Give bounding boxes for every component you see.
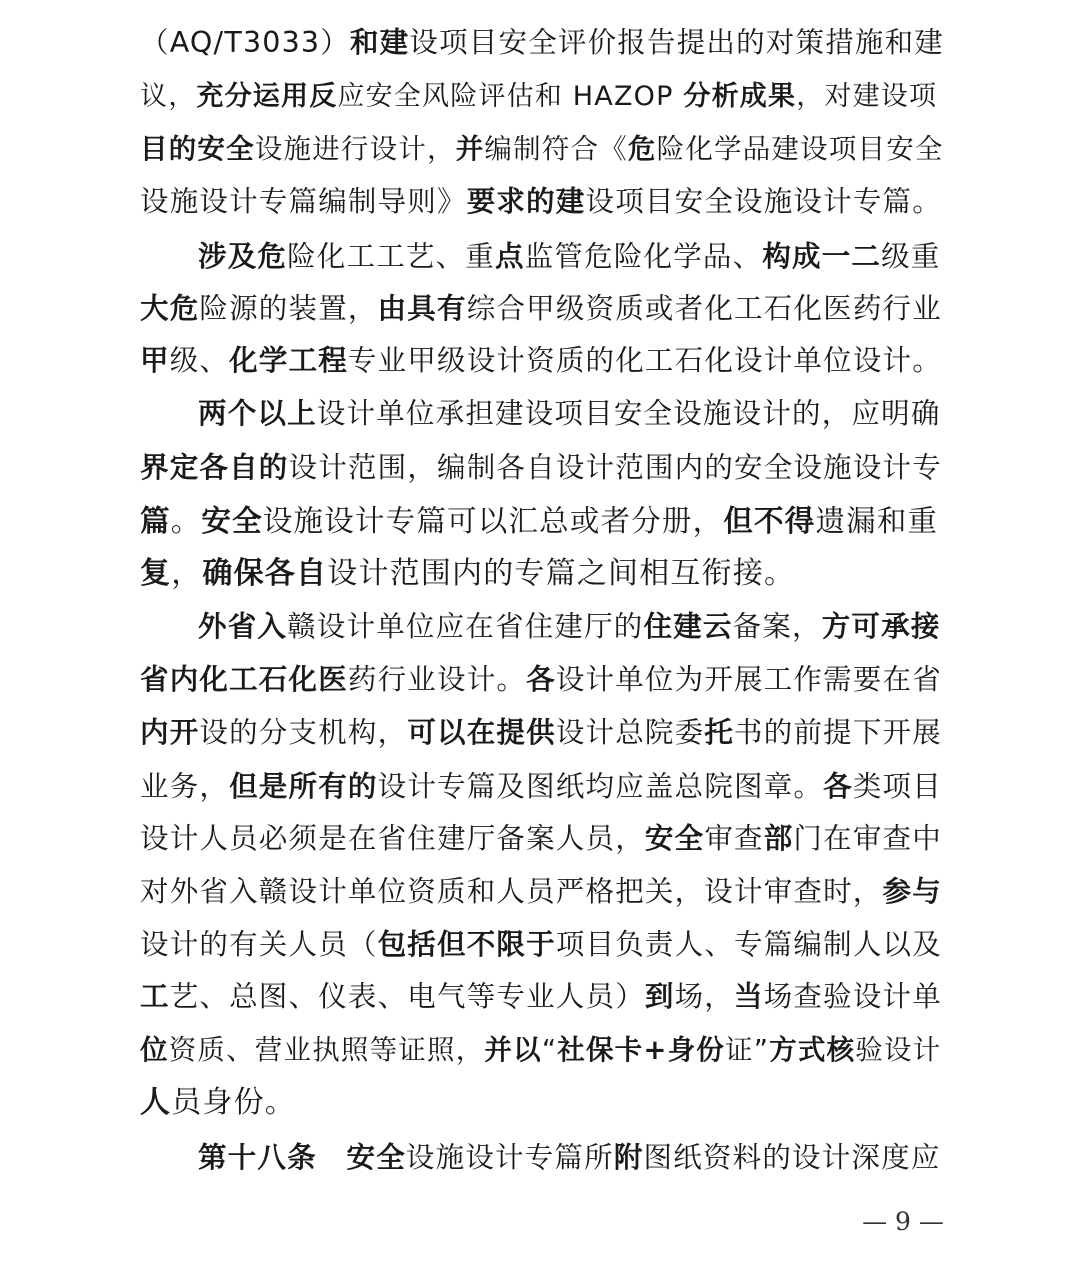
- text-line: [140, 1030, 950, 1070]
- bold-text-segment: 安全: [644, 822, 705, 855]
- bold-text-segment: 社保卡+身份: [557, 1034, 726, 1066]
- bold-text-segment: 确保各自: [202, 556, 328, 591]
- bold-text-segment: 附: [613, 1141, 644, 1174]
- text-segment: 级重: [881, 240, 941, 273]
- text-segment: 编制符合《: [484, 133, 628, 165]
- bold-text-segment: 安全: [346, 1141, 406, 1174]
- bold-text-segment: 但不得: [723, 504, 816, 538]
- text-line: [140, 129, 950, 169]
- bold-text-segment: 内开: [140, 716, 200, 749]
- text-segment: 场查验设计单: [763, 980, 942, 1013]
- text-line: [140, 819, 950, 859]
- text-line: [140, 977, 950, 1017]
- text-line: [140, 182, 950, 222]
- text-segment: 书的前提下开展: [734, 716, 942, 749]
- text-segment: 资质、营业执照等证照，: [168, 1034, 485, 1066]
- text-segment: 设计的有关人员（: [140, 928, 378, 961]
- text-segment: 图纸资料的设计深度应: [643, 1141, 941, 1174]
- text-line: [198, 1138, 950, 1178]
- text-segment: 监管危险化学品、: [524, 240, 763, 273]
- text-segment: ，: [171, 556, 203, 591]
- text-segment: 综合甲级资质或者化工石化医药行业: [466, 292, 942, 325]
- text-segment: 设计范围内的专篇之间相互衔接。: [327, 556, 796, 591]
- text-line: [140, 501, 950, 541]
- bold-text-segment: 复: [140, 556, 172, 591]
- text-line: [140, 713, 950, 753]
- text-segment: 门在审查中: [793, 822, 942, 855]
- bold-text-segment: 界定各自的: [140, 451, 289, 484]
- bold-text-segment: 危: [627, 133, 657, 165]
- bold-text-segment: 由具有: [377, 292, 467, 325]
- bold-text-segment: 到: [644, 980, 675, 1013]
- text-line: [198, 237, 950, 277]
- text-segment: 应安全风险评估和 HAZOP: [337, 81, 684, 112]
- text-segment: 项目负责人、专篇编制人以及: [555, 928, 942, 961]
- text-segment: 设项目安全评价报告提出的对策措施和建: [409, 26, 944, 59]
- text-segment: 业务，: [140, 770, 230, 803]
- text-segment: 场，: [674, 980, 735, 1013]
- bold-text-segment: 涉及危: [198, 240, 288, 273]
- text-line: [140, 872, 950, 912]
- bold-text-segment: 各: [823, 770, 853, 803]
- text-segment: 设计单位为开展工作需要在省: [555, 663, 942, 696]
- bold-text-segment: 参与: [882, 875, 942, 908]
- bold-text-segment: 住建云: [643, 610, 733, 643]
- bold-text-segment: 外省入: [198, 610, 288, 643]
- text-segment: 设计单位承担建设项目安全设施设计的，应明确: [316, 397, 941, 430]
- bold-text-segment: 并以: [484, 1034, 542, 1066]
- text-segment: 议，: [140, 81, 197, 112]
- text-segment: “: [541, 1034, 558, 1066]
- text-segment: 设施设计专篇所: [405, 1141, 614, 1174]
- bold-text-segment: 化学工程: [229, 344, 348, 377]
- bold-text-segment: 包括但不限于: [377, 928, 556, 961]
- bold-text-segment: 大危: [140, 292, 200, 325]
- bold-text-segment: 可以在提供: [407, 716, 556, 749]
- bold-text-segment: 构成一二: [762, 240, 882, 273]
- text-segment: ，对建设项: [796, 81, 938, 112]
- bold-text-segment: 目的安全: [140, 133, 255, 165]
- text-segment: 设计人员必须是在省住建厅备案人员，: [140, 822, 645, 855]
- text-segment: 。: [170, 504, 202, 538]
- bold-text-segment: 安全: [201, 504, 263, 538]
- text-segment: （AQ/T3033）: [140, 26, 350, 59]
- bold-text-segment: 位: [140, 1034, 169, 1066]
- text-segment: 遗漏和重: [815, 504, 939, 538]
- text-line: [140, 660, 950, 700]
- text-segment: 设的分支机构，: [199, 716, 408, 749]
- bold-text-segment: 篇: [140, 504, 171, 538]
- text-line: [140, 1083, 950, 1123]
- text-segment: 专业甲级设计资质的化工石化设计单位设计。: [347, 344, 942, 377]
- page-number: — 9 —: [862, 1207, 944, 1236]
- text-segment: 险化学品建设项目安全: [656, 133, 944, 165]
- text-segment: 类项目: [852, 770, 942, 803]
- text-segment: 审查: [704, 822, 764, 855]
- text-segment: 设计专篇及图纸均应盖总院图章。: [377, 770, 824, 803]
- bold-text-segment: 和建: [349, 26, 410, 59]
- bold-text-segment: 分析成果: [683, 81, 797, 112]
- bold-text-segment: 但是所有的: [229, 770, 378, 803]
- bold-text-segment: 人: [140, 1085, 172, 1120]
- text-line: [140, 448, 950, 488]
- text-segment: 级、: [169, 344, 230, 377]
- bold-text-segment: 并: [455, 133, 485, 165]
- text-segment: 赣设计单位应在省住建厅的: [287, 610, 644, 643]
- text-segment: [317, 1141, 347, 1174]
- bold-text-segment: 充分运用反: [196, 81, 338, 112]
- bold-text-segment: 各: [526, 663, 556, 696]
- bold-text-segment: 两个以上: [198, 397, 317, 430]
- text-segment: 艺、总图、仪表、电气等专业人员）: [169, 980, 645, 1013]
- bold-text-segment: 要求的建: [466, 185, 586, 218]
- bold-text-segment: 第十八条: [198, 1141, 317, 1174]
- text-line: [198, 607, 950, 647]
- text-line: [140, 554, 950, 594]
- bold-text-segment: 工: [140, 980, 170, 1013]
- bold-text-segment: 当: [734, 980, 764, 1013]
- bold-text-segment: 托: [704, 716, 735, 749]
- bold-text-segment: 部: [763, 822, 794, 855]
- text-line: [140, 925, 950, 965]
- text-segment: 药行业设计。: [347, 663, 527, 696]
- text-segment: 员身份。: [171, 1085, 297, 1120]
- text-line: [140, 23, 950, 63]
- text-segment: 证”: [725, 1034, 770, 1066]
- text-line: [140, 767, 950, 807]
- bold-text-segment: 省内化工石化医: [140, 663, 348, 696]
- text-segment: 对外省入赣设计单位资质和人员严格把关，设计审查时，: [140, 875, 883, 908]
- text-segment: 设施设计专篇可以汇总或者分册，: [262, 504, 724, 538]
- text-segment: 验设计: [855, 1034, 942, 1066]
- bold-text-segment: 甲: [140, 344, 170, 377]
- text-segment: 设施进行设计，: [254, 133, 456, 165]
- text-segment: 设计总院委: [555, 716, 705, 749]
- text-line: [140, 77, 950, 117]
- text-line: [198, 394, 950, 434]
- bold-text-segment: 方式核: [769, 1034, 856, 1066]
- text-line: [140, 289, 950, 329]
- text-segment: 设施设计专篇编制导则》: [140, 185, 467, 218]
- text-segment: 险源的装置，: [199, 292, 378, 325]
- text-segment: 设计范围，编制各自设计范围内的安全设施设计专: [288, 451, 942, 484]
- bold-text-segment: 方可承接: [821, 610, 941, 643]
- bold-text-segment: 点: [495, 240, 525, 273]
- text-line: [140, 341, 950, 381]
- text-segment: 设项目安全设施设计专篇。: [585, 185, 942, 218]
- text-segment: 险化工工艺、重: [287, 240, 496, 273]
- text-segment: 备案，: [732, 610, 822, 643]
